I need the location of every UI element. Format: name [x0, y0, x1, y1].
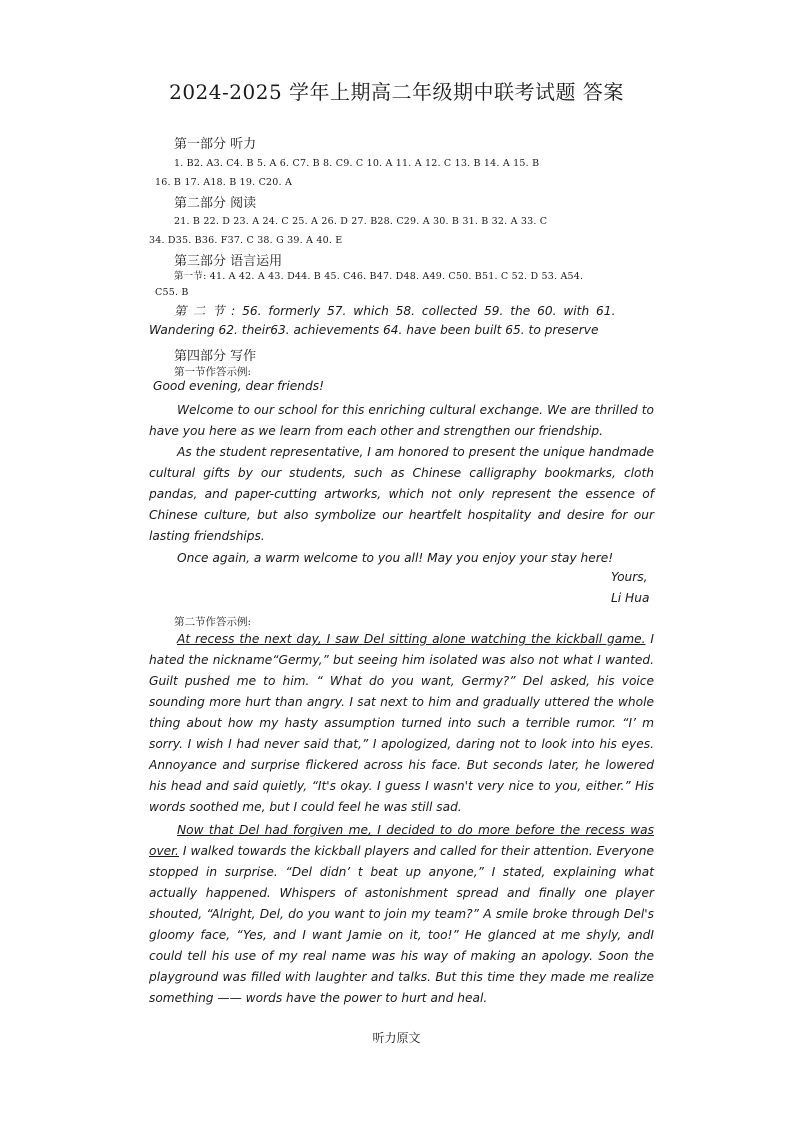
part3-heading: 第三部分 语言运用: [174, 254, 283, 269]
part3-section2-line2: Wandering 62. their63. achievements 64. have been built 65. to preserve: [149, 323, 599, 337]
part2-answers-line1: 21. B 22. D 23. A 24. C 25. A 26. D 27. B28. C29. A 30. B 31. B 32. A 33. C: [174, 216, 548, 227]
letter-signature: Li Hua: [611, 591, 650, 605]
story-paragraph-1-body: I hated the nickname“Germy,” but seeing him isolated was also not what I wanted. Guilt pushed me to him. “ What do you want, Germy?” Del asked, his voice sounding more hurt than angry. I sat next to him and gradually uttered the whole thing about how my hasty assumption turned into such a terrible rumor. “I’ m sorry. I wish I had never said that,” I apologized, daring not to look into his eyes. Annoyance and surprise flickered across his face. But seconds later, he lowered his head and said quietly, “It's okay. I guess I wasn't very nice to you, either.” His words soothed me, but I could feel he was still sad.: [149, 632, 654, 814]
writing-section2-label: 第二节作答示例:: [174, 616, 252, 628]
page-footer: 听力原文: [372, 1031, 421, 1045]
letter-closing: Yours,: [611, 570, 648, 584]
letter-paragraph-2: As the student representative, I am honored to present the unique handmade cultural gifts by our students, such as Chinese calligraphy bookmarks, cloth pandas, and paper-cutting artworks, which not only represent the essence of Chinese culture, but also symbolize our heartfelt hospitality and desire for our lasting friendships.: [149, 445, 654, 543]
story-paragraph-1-opening: At recess the next day, I saw Del sitting alone watching the kickball game.: [177, 632, 646, 646]
story-paragraph-2-opening: Now that Del had forgiven me, I decided to do more before the recess was over.: [149, 823, 654, 858]
story-paragraph-1: [149, 629, 654, 818]
letter-greeting: Good evening, dear friends!: [153, 379, 324, 393]
part1-heading: 第一部分 听力: [174, 137, 257, 152]
story-paragraph-2: [149, 820, 654, 1009]
story-paragraph-2-body: I walked towards the kickball players and called for their attention. Everyone stopped in surprise. “Del didn’ t beat up anyone,” I stated, explaining what actually happened. Whispers of astonishment spread and finally one player shouted, “Alright, Del, do you want to join my team?” A smile broke through Del's gloomy face, “Yes, and I want Jamie on it, too!” He glanced at me shyly, andI could tell his use of my real name was his way of making an apology. Soon the playground was filled with laughter and talks. But this time they made me realize something —— words have the power to hurt and heal.: [149, 844, 654, 1005]
letter-paragraph-1: Welcome to our school for this enriching cultural exchange. We are thrilled to have you here as we learn from each other and strengthen our friendship.: [149, 403, 654, 438]
part2-answers-line2: 34. D35. B36. F37. C 38. G 39. A 40. E: [149, 235, 343, 246]
part1-answers-line1: 1. B2. A3. C4. B 5. A 6. C7. B 8. C9. C 10. A 11. A 12. C 13. B 14. A 15. B: [174, 158, 540, 169]
part3-section2-line1: 第 二 节 : 56. formerly 57. which 58. collected 59. the 60. with 61.: [174, 304, 616, 318]
part2-heading: 第二部分 阅读: [174, 196, 257, 211]
part1-answers-line2: 16. B 17. A18. B 19. C20. A: [155, 177, 293, 188]
part3-section1-line1: 第一节: 41. A 42. A 43. D44. B 45. C46. B47. D48. A49. C50. B51. C 52. D 53. A54.: [174, 271, 584, 282]
writing-section1-label: 第一节作答示例:: [174, 366, 252, 378]
letter-paragraph-3: Once again, a warm welcome to you all! May you enjoy your stay here!: [177, 551, 614, 565]
part3-section1-line2: C55. B: [155, 287, 189, 298]
part4-heading: 第四部分 写作: [174, 349, 257, 364]
page-title: 2024-2025 学年上期高二年级期中联考试题 答案: [169, 80, 624, 104]
